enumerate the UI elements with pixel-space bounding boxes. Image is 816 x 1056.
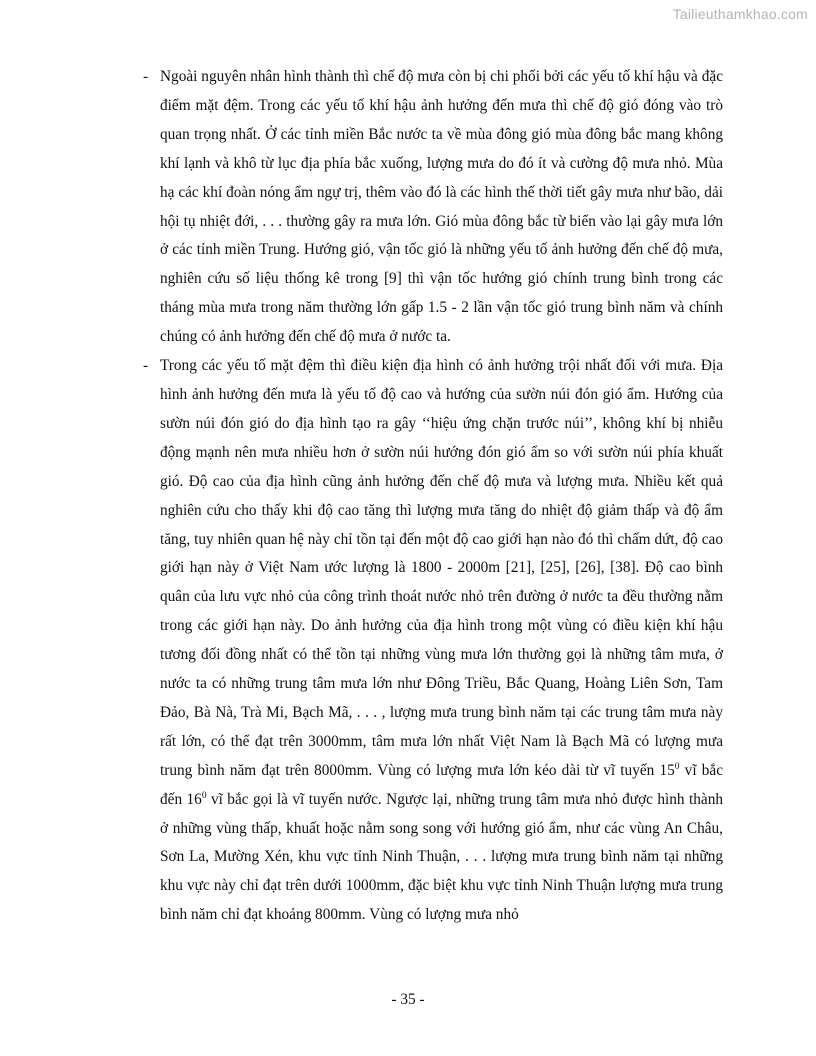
paragraph-segment: vĩ bắc gọi là vĩ tuyến nước. Ngược lại, những trung tâm mưa nhỏ được hình thành ở những vùng thấp, khuất hoặc nằm song song với hướng gió ẩm, như các vùng An Châu, Sơn La, Mường Xén, khu vực tỉnh Ninh Thuận, . . . lượng mưa trung bình năm tại những khu vực này chỉ đạt trên dưới 1000mm, đặc biệt khu vực tỉnh Ninh Thuận lượng mưa trung bình năm chỉ đạt khoảng 800mm. Vùng có lượng mưa nhỏ: [160, 790, 723, 924]
paragraph-text: [160, 68, 723, 345]
degree-superscript: 0: [201, 790, 207, 801]
page-number: - 35 -: [391, 991, 425, 1008]
paragraph-segment: vĩ bắc đến 16: [160, 761, 723, 808]
paragraph-text: [160, 357, 723, 923]
bullet-paragraph-climate: [143, 63, 723, 352]
watermark-text: Tailieuthamkhao.com: [672, 6, 808, 22]
bullet-dash: -: [143, 68, 149, 85]
bullet-paragraph-terrain: [143, 352, 723, 930]
document-body: [143, 63, 723, 930]
paragraph-segment: Trong các yếu tố mặt đệm thì điều kiện địa hình có ảnh hưởng trội nhất đối với mưa. Địa hình ảnh hưởng đến mưa là yếu tố độ cao và hướng của sườn núi đón gió ẩm. Hướng của sườn núi đón gió do địa hình tạo ra gây ‘‘hiệu ứng chặn trước núi’’, không khí bị nhiễu động mạnh nên mưa nhiều hơn ở sườn núi hướng đón gió ẩm so với sườn núi phía khuất gió. Độ cao của địa hình cũng ảnh hưởng đến chế độ mưa và lượng mưa. Nhiều kết quả nghiên cứu cho thấy khi độ cao tăng thì lượng mưa tăng do nhiệt độ giảm thấp và độ ẩm tăng, tuy nhiên quan hệ này chỉ tồn tại đến một độ cao giới hạn nào đó thì chấm dứt, độ cao giới hạn này ở Việt Nam ước lượng là 1800 - 2000m [21], [25], [26], [38]. Độ cao bình quân của lưu vực nhỏ của công trình thoát nước nhỏ trên đường ở nước ta đều thường nằm trong các giới hạn này. Do ảnh hưởng của địa hình trong một vùng có điều kiện khí hậu tương đối đồng nhất có thể tồn tại những vùng mưa lớn thường gọi là những tâm mưa, ở nước ta có những trung tâm mưa lớn như Đông Triều, Bắc Quang, Hoàng Liên Sơn, Tam Đảo, Bà Nà, Trà Mi, Bạch Mã, . . . , lượng mưa trung bình năm tại các trung tâm mưa này rất lớn, có thể đạt trên 3000mm, tâm mưa lớn nhất Việt Nam là Bạch Mã có lượng mưa trung bình năm đạt trên 8000mm. Vùng có lượng mưa lớn kéo dài từ vĩ tuyến 15: [160, 357, 723, 779]
degree-superscript: 0: [674, 761, 680, 772]
bullet-dash: -: [143, 357, 149, 375]
paragraph-segment: Ngoài nguyên nhân hình thành thì chế độ mưa còn bị chi phối bởi các yếu tố khí hậu và đặc điểm mặt đệm. Trong các yếu tố khí hậu ảnh hưởng đến mưa thì chế độ gió đóng vào trò quan trọng nhất. Ở các tỉnh miền Bắc nước ta về mùa đông gió mùa đông bắc mang không khí lạnh và khô từ lục địa phía bắc xuống, lượng mưa do đó ít và cường độ mưa nhỏ. Mùa hạ các khí đoàn nóng ẩm ngự trị, thêm vào đó là các hình thế thời tiết gây mưa như bão, dải hội tụ nhiệt đới, . . . thường gây ra mưa lớn. Gió mùa đông bắc từ biển vào lại gây mưa lớn ở các tỉnh miền Trung. Hướng gió, vận tốc gió là những yếu tố ảnh hưởng đến chế độ mưa, nghiên cứu số liệu thống kê trong [9] thì vận tốc hướng gió chính trung bình trong các tháng mùa mưa trong năm thường lớn gấp 1.5 - 2 lần vận tốc gió trung bình năm và chính chúng có ảnh hưởng đến chế độ mưa ở nước ta.: [160, 68, 723, 346]
